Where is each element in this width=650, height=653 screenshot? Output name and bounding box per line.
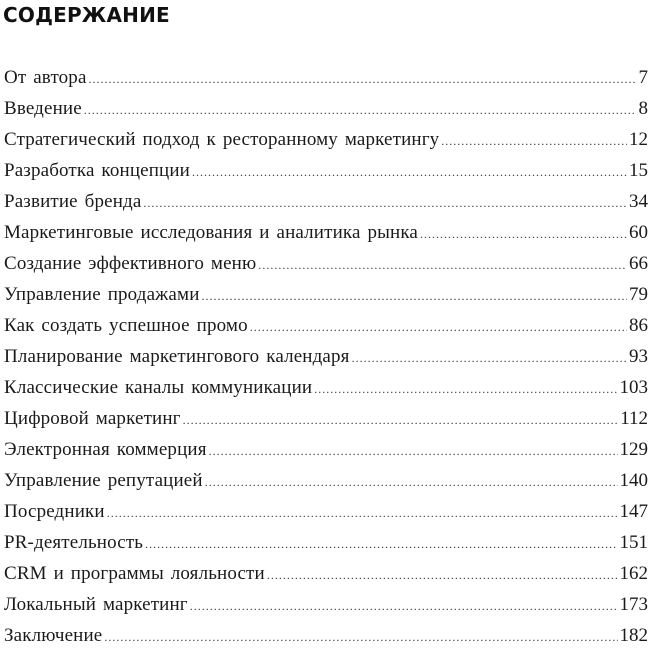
toc-entry-label: Создание эффективного меню xyxy=(4,253,257,274)
toc-entry-page: 182 xyxy=(619,625,648,646)
toc-entry-label: Управление репутацией xyxy=(4,470,203,491)
toc-entry-page: 103 xyxy=(619,377,648,398)
toc-entry-page: 129 xyxy=(619,439,648,460)
toc-entry-page: 12 xyxy=(629,129,648,150)
toc-dot-leader xyxy=(89,62,636,95)
toc-entry[interactable] xyxy=(4,186,648,217)
toc-dot-leader xyxy=(202,279,627,312)
toc-entry[interactable] xyxy=(4,620,648,651)
toc-entry-label: Заключение xyxy=(4,625,103,646)
toc-entry-label: Планирование маркетингового календаря xyxy=(4,346,350,367)
toc-entry-page: 173 xyxy=(619,594,648,615)
toc-entry[interactable] xyxy=(4,589,648,620)
toc-dot-leader xyxy=(205,465,618,498)
toc-entry-page: 34 xyxy=(629,191,648,212)
toc-entry-label: Посредники xyxy=(4,501,105,522)
toc-entry[interactable] xyxy=(4,527,648,558)
toc-entry-label: Управление продажами xyxy=(4,284,200,305)
toc-dot-leader xyxy=(143,186,627,219)
toc-entry-label: От автора xyxy=(4,67,87,88)
toc-dot-leader xyxy=(258,248,627,281)
toc-dot-leader xyxy=(314,372,617,405)
toc-dot-leader xyxy=(84,93,636,126)
toc-entry[interactable] xyxy=(4,558,648,589)
toc-entry[interactable] xyxy=(4,124,648,155)
toc-entry-page: 93 xyxy=(629,346,648,367)
toc-entry-page: 86 xyxy=(629,315,648,336)
toc-entry-page: 140 xyxy=(619,470,648,491)
toc-entry[interactable] xyxy=(4,465,648,496)
toc-entry-label: Разработка концепции xyxy=(4,160,190,181)
toc-entry-label: CRM и программы лояльности xyxy=(4,563,265,584)
toc-entry-label: Маркетинговые исследования и аналитика рынка xyxy=(4,222,419,243)
toc-dot-leader xyxy=(183,403,619,436)
toc-dot-leader xyxy=(107,496,618,529)
toc-entry[interactable] xyxy=(4,248,648,279)
toc-dot-leader xyxy=(250,310,627,343)
toc-entry[interactable] xyxy=(4,372,648,403)
toc-dot-leader xyxy=(190,589,618,622)
toc-dot-leader xyxy=(352,341,627,374)
toc-entry-page: 60 xyxy=(629,222,648,243)
toc-entry-label: Классические каналы коммуникации xyxy=(4,377,313,398)
toc-entry[interactable] xyxy=(4,155,648,186)
toc-entry[interactable] xyxy=(4,403,648,434)
toc-entry-label: Стратегический подход к ресторанному маркетингу xyxy=(4,129,440,150)
toc-entry[interactable] xyxy=(4,62,648,93)
page-title: СОДЕРЖАНИЕ xyxy=(3,3,170,27)
toc-entry[interactable] xyxy=(4,310,648,341)
toc-entry-label: Локальный маркетинг xyxy=(4,594,188,615)
toc-list xyxy=(4,62,648,651)
toc-entry[interactable] xyxy=(4,217,648,248)
toc-dot-leader xyxy=(192,155,627,188)
toc-entry-label: PR-деятельность xyxy=(4,532,144,553)
toc-entry-page: 79 xyxy=(629,284,648,305)
toc-dot-leader xyxy=(145,527,617,560)
toc-entry[interactable] xyxy=(4,279,648,310)
toc-dot-leader xyxy=(267,558,618,591)
toc-dot-leader xyxy=(420,217,627,250)
toc-dot-leader xyxy=(209,434,618,467)
toc-entry-page: 66 xyxy=(629,253,648,274)
toc-entry[interactable] xyxy=(4,341,648,372)
toc-entry-page: 147 xyxy=(619,501,648,522)
toc-entry-page: 7 xyxy=(638,67,648,88)
toc-entry[interactable] xyxy=(4,434,648,465)
toc-entry-label: Введение xyxy=(4,98,82,119)
toc-entry[interactable] xyxy=(4,93,648,124)
toc-dot-leader xyxy=(104,620,617,653)
toc-dot-leader xyxy=(441,124,627,157)
toc-entry-label: Развитие бренда xyxy=(4,191,142,212)
toc-entry-label: Как создать успешное промо xyxy=(4,315,248,336)
toc-entry-label: Электронная коммерция xyxy=(4,439,207,460)
toc-entry-page: 8 xyxy=(638,98,648,119)
toc-entry-label: Цифровой маркетинг xyxy=(4,408,181,429)
toc-entry[interactable] xyxy=(4,496,648,527)
toc-entry-page: 112 xyxy=(620,408,648,429)
toc-entry-page: 151 xyxy=(619,532,648,553)
toc-entry-page: 15 xyxy=(629,160,648,181)
toc-entry-page: 162 xyxy=(619,563,648,584)
